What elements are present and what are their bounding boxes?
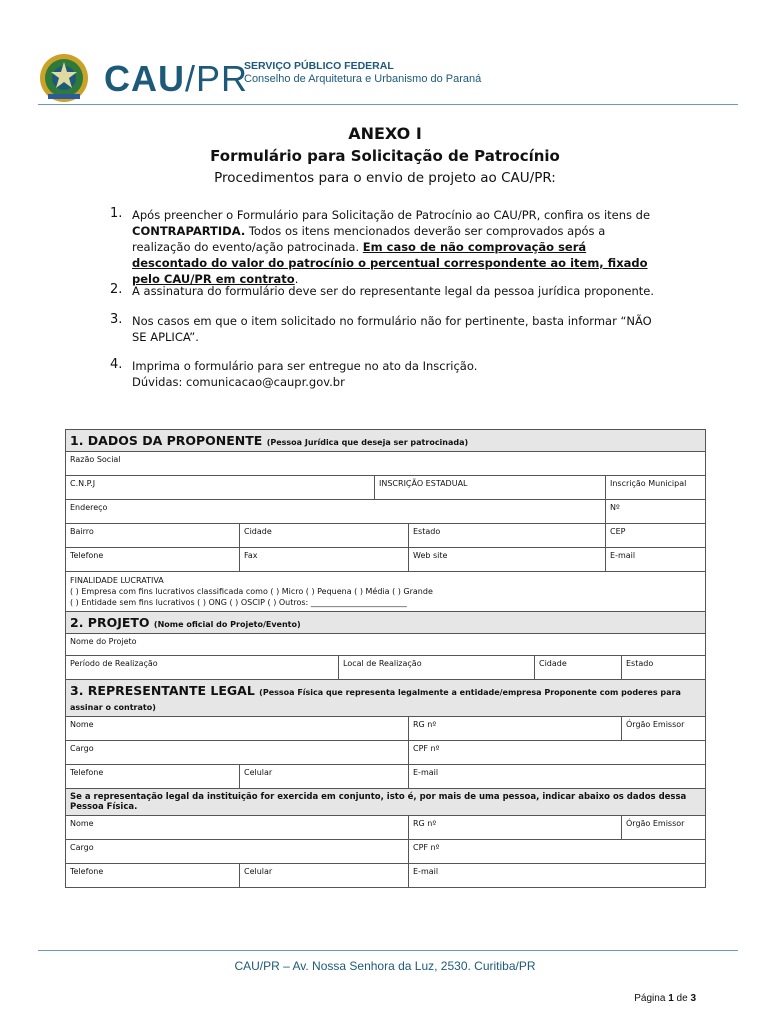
institution-line1: SERVIÇO PÚBLICO FEDERAL [244,60,394,72]
inscricao-municipal-field[interactable]: Inscrição Municipal [606,476,706,500]
projeto-estado-field[interactable]: Estado [622,656,706,680]
nome-projeto-field[interactable]: Nome do Projeto [66,634,706,656]
footer-divider [38,950,738,951]
fax-field[interactable]: Fax [240,548,409,572]
header-divider [38,104,738,105]
cep-field[interactable]: CEP [606,524,706,548]
representante-nome-field[interactable]: Nome [66,717,409,741]
cnpj-field[interactable]: C.N.P.J [66,476,375,500]
cidade-field[interactable]: Cidade [240,524,409,548]
inscricao-estadual-field[interactable]: INSCRIÇÃO ESTADUAL [375,476,606,500]
representante-cargo-field[interactable]: Cargo [66,741,409,765]
telefone-field[interactable]: Telefone [66,548,240,572]
letterhead [38,52,738,102]
section1-header: 1. DADOS DA PROPONENTE (Pessoa Jurídica que deseja ser patrocinada) [66,430,706,452]
projeto-cidade-field[interactable]: Cidade [535,656,622,680]
representante-orgao-emissor-field[interactable]: Órgão Emissor [622,717,706,741]
instruction-3: 3. Nos casos em que o item solicitado no formulário não for pertinente, basta informar “NÃO SE APLICA”. [110,312,652,344]
instruction-number: 4. [110,357,123,372]
endereco-field[interactable]: Endereço [66,500,606,524]
instruction-2: 2. A assinatura do formulário deve ser do representante legal da pessoa jurídica proponente. [110,282,654,298]
annex-title: ANEXO I [348,124,422,143]
local-realizacao-field[interactable]: Local de Realização [339,656,535,680]
section2-header: 2. PROJETO (Nome oficial do Projeto/Evento) [66,612,706,634]
brand-logo: CAU/PR [104,58,249,99]
representante-rg-field[interactable]: RG nº [409,717,622,741]
procedures-subtitle: Procedimentos para o envio de projeto ao CAU/PR: [214,170,556,186]
page-number: Página 1 de 3 [634,993,696,1004]
representante-cpf-field[interactable]: CPF nº [409,741,706,765]
representante-telefone-field[interactable]: Telefone [66,765,240,789]
website-field[interactable]: Web site [409,548,606,572]
institution-line2: Conselho de Arquitetura e Urbanismo do Paraná [244,73,482,85]
representante-email-field[interactable]: E-mail [409,765,706,789]
numero-field[interactable]: Nº [606,500,706,524]
sponsorship-form-table [65,429,706,888]
representante2-orgao-emissor-field[interactable]: Órgão Emissor [622,816,706,840]
form-title: Formulário para Solicitação de Patrocínio [210,147,560,165]
footer-address: CAU/PR – Av. Nossa Senhora da Luz, 2530. Curitiba/PR [234,959,536,973]
representante2-rg-field[interactable]: RG nº [409,816,622,840]
razao-social-field[interactable]: Razão Social [66,452,706,476]
representante2-nome-field[interactable]: Nome [66,816,409,840]
section3-header: 3. REPRESENTANTE LEGAL (Pessoa Física que representa legalmente a entidade/empresa Proponente com poderes para assinar o contrato) [66,680,706,717]
representante2-celular-field[interactable]: Celular [240,864,409,888]
institution-name [244,60,481,86]
instruction-1: 1. Após preencher o Formulário para Solicitação de Patrocínio ao CAU/PR, confira os itens de CONTRAPARTIDA. Todos os itens mencionados deverão ser comprovados após a realização do evento/ação patrocinada. Em caso de não comprovação será descontado do valor do patrocínio o percentual correspondente ao item, fixado pelo CAU/PR em contrato. [110,206,651,286]
finalidade-lucrativa-field[interactable]: FINALIDADE LUCRATIVA ( ) Empresa com fins lucrativos classificada como ( ) Micro ( ) Pequena ( ) Média ( ) Grande ( ) Entidade sem fins lucrativos ( ) ONG ( ) OSCIP ( ) Outros: ________________________ [66,572,706,612]
representante2-cargo-field[interactable]: Cargo [66,840,409,864]
representante2-telefone-field[interactable]: Telefone [66,864,240,888]
finalidade-option-empresa[interactable]: ( ) Empresa com fins lucrativos classificada como ( ) Micro ( ) Pequena ( ) Média ( ) Grande [70,587,433,596]
representante2-email-field[interactable]: E-mail [409,864,706,888]
periodo-realizacao-field[interactable]: Período de Realização [66,656,339,680]
instruction-number: 2. [110,282,123,297]
representante2-cpf-field[interactable]: CPF nº [409,840,706,864]
instruction-4: 4. Imprima o formulário para ser entregue no ato da Inscrição. Dúvidas: comunicacao@caupr.gov.br [132,358,662,390]
representante-celular-field[interactable]: Celular [240,765,409,789]
joint-representation-note: Se a representação legal da instituição for exercida em conjunto, isto é, por mais de uma pessoa, indicar abaixo os dados dessa Pessoa Física. [66,789,706,816]
finalidade-option-entidade[interactable]: ( ) Entidade sem fins lucrativos ( ) ONG ( ) OSCIP ( ) Outros: ________________________ [70,598,407,607]
instruction-number: 1. [110,206,123,221]
coat-of-arms-icon [38,52,90,104]
contact-email: Dúvidas: comunicacao@caupr.gov.br [132,375,345,389]
estado-field[interactable]: Estado [409,524,606,548]
bairro-field[interactable]: Bairro [66,524,240,548]
email-field[interactable]: E-mail [606,548,706,572]
instruction-number: 3. [110,312,123,327]
